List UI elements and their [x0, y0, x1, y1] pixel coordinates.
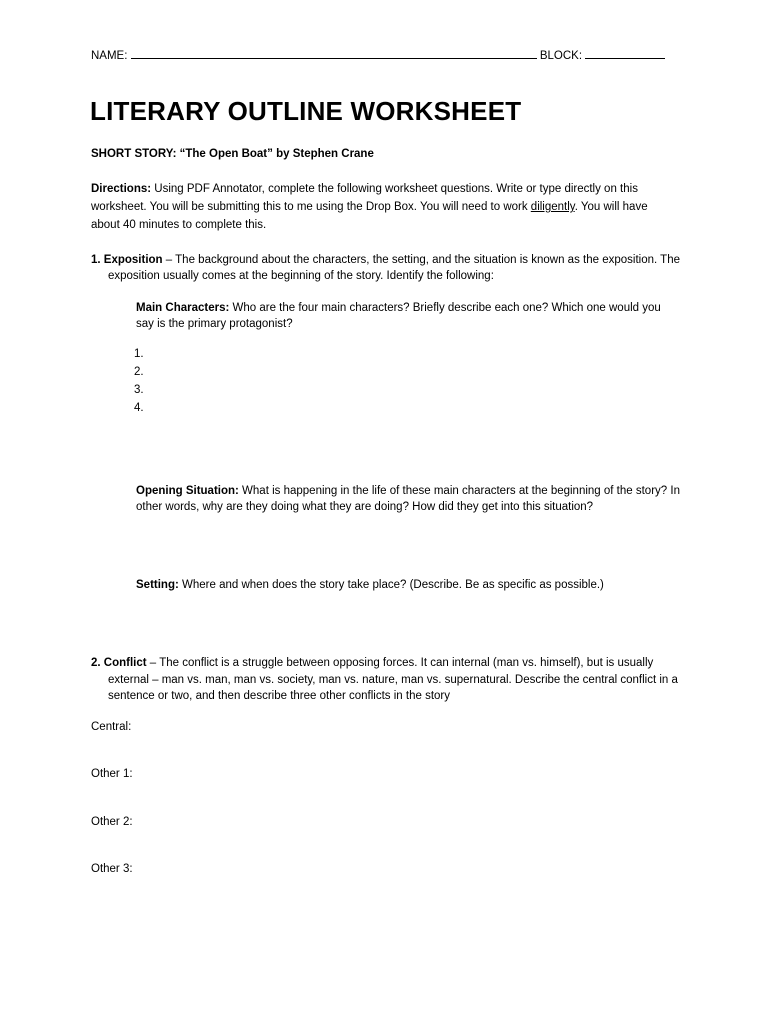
- name-row: [91, 46, 665, 65]
- name-field[interactable]: [131, 46, 537, 59]
- directions-line-1: [91, 180, 638, 198]
- setting-text: Where and when does the story take place? (Describe. Be as specific as possible.): [178, 579, 604, 591]
- short-story-label: SHORT STORY:: [91, 148, 177, 160]
- character-item-1[interactable]: 1.: [134, 348, 144, 360]
- name-label: NAME:: [91, 50, 128, 62]
- conflict-line-2: external – man vs. man, man vs. society, man vs. nature, man vs. supernatural. Describe the central conflict in a: [108, 674, 678, 686]
- opening-situation-text-1: What is happening in the life of these main characters at the beginning of the story? In: [238, 485, 680, 497]
- conflict-field-other-1[interactable]: Other 1:: [91, 768, 133, 780]
- conflict-heading: Conflict: [103, 657, 147, 669]
- opening-situation-line-2: other words, why are they doing what they are doing? How did they get into this situation?: [136, 501, 594, 513]
- exposition-heading: Exposition: [103, 254, 163, 266]
- directions-line-3: about 40 minutes to complete this.: [91, 219, 267, 231]
- setting-line: [136, 576, 604, 594]
- conflict-line-1: [91, 654, 653, 672]
- short-story-row: [91, 145, 374, 163]
- directions-label: Directions:: [91, 183, 152, 195]
- conflict-text-1: – The conflict is a struggle between opposing forces. It can internal (man vs. himself), but is usually: [146, 657, 654, 669]
- setting-label: Setting:: [136, 579, 179, 591]
- directions-text-1: Using PDF Annotator, complete the following worksheet questions. Write or type directly on this: [154, 183, 638, 195]
- opening-situation-label: Opening Situation:: [136, 485, 239, 497]
- main-characters-label: Main Characters:: [136, 302, 230, 314]
- main-characters-line-2: say is the primary protagonist?: [136, 318, 293, 330]
- page-title: LITERARY OUTLINE WORKSHEET: [90, 96, 522, 126]
- directions-text-2b: . You will have: [574, 201, 648, 213]
- conflict-number: 2.: [91, 657, 101, 669]
- main-characters-text-1: Who are the four main characters? Briefly describe each one? Which one would you: [229, 302, 661, 314]
- directions-text-2a: worksheet. You will be submitting this to me using the Drop Box. You will need to work: [91, 201, 531, 213]
- block-field[interactable]: [585, 46, 665, 59]
- directions-underlined-word: diligently: [530, 201, 575, 213]
- short-story-value: “The Open Boat” by Stephen Crane: [179, 148, 374, 160]
- conflict-field-other-2[interactable]: Other 2:: [91, 816, 133, 828]
- exposition-number: 1.: [91, 254, 101, 266]
- character-item-3[interactable]: 3.: [134, 384, 144, 396]
- block-label: BLOCK:: [539, 50, 583, 62]
- exposition-line-2: exposition usually comes at the beginning of the story. Identify the following:: [108, 270, 494, 282]
- character-item-2[interactable]: 2.: [134, 366, 144, 378]
- exposition-text-1: – The background about the characters, the setting, and the situation is known as the exposition. The: [162, 254, 680, 266]
- directions-line-2: [91, 198, 648, 216]
- character-item-4[interactable]: 4.: [134, 402, 144, 414]
- conflict-field-central[interactable]: Central:: [91, 721, 132, 733]
- conflict-field-other-3[interactable]: Other 3:: [91, 863, 133, 875]
- conflict-line-3: sentence or two, and then describe three other conflicts in the story: [108, 690, 450, 702]
